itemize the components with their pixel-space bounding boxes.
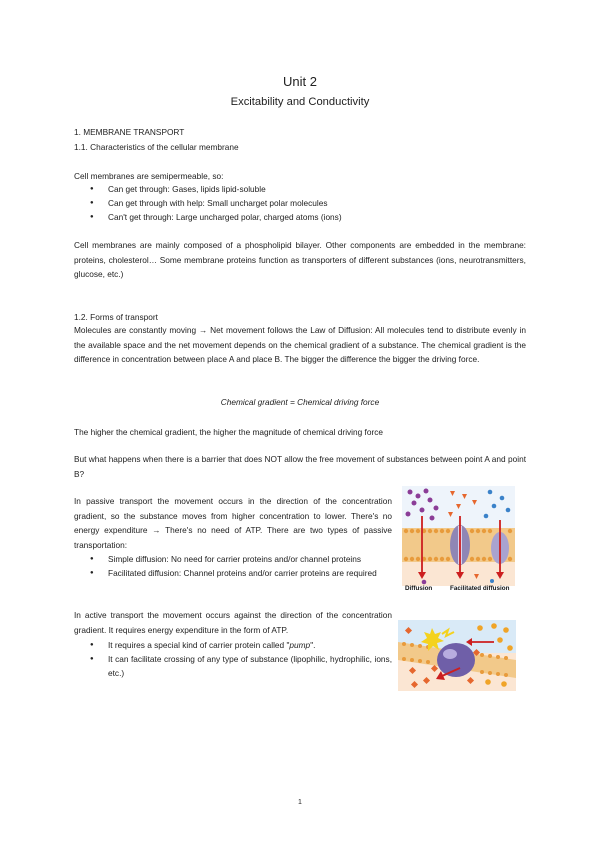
permeability-list (74, 182, 342, 224)
facilitated-diffusion-label: Facilitated diffusion (450, 585, 510, 592)
passive-list (74, 552, 392, 580)
bullet-text: ". (310, 640, 316, 650)
list-item (74, 638, 392, 652)
passive-paragraph: In passive transport the movement occurs in the direction of the concentration gradient, so the substance moves from higher concentration to lower. There's no energy expenditure → There's no need of ATP. There are two types of passive transportation: (74, 496, 392, 550)
membrane-paragraph: Cell membranes are mainly composed of a phospholipid bilayer. Other components are embedded in the membrane: proteins, cholesterol… Some membrane proteins function as transporters of different substances (ions, neurotransmitters, glucose, etc.) (74, 240, 526, 280)
section-heading: 1. MEMBRANE TRANSPORT (74, 127, 185, 137)
active-list (74, 638, 392, 680)
gradient-line: The higher the chemical gradient, the higher the magnitude of chemical driving force (74, 427, 384, 437)
diffusion-paragraph: Molecules are constantly moving → Net movement follows the Law of Diffusion: All molecules tend to distribute evenly in the available space and the net movement depends on the chemical gradient of a substance. The chemical gradient is the difference in concentration between place A and place B. The bigger the difference the bigger the driving force. (74, 325, 526, 365)
active-paragraph: In active transport the movement occurs against the direction of the concentration gradient. It requires energy expenditure in the form of ATP. (74, 610, 392, 635)
pump-term: pump (289, 640, 311, 650)
diffusion-label: Diffusion (405, 585, 433, 592)
bullet-text: It requires a special kind of carrier protein called " (108, 640, 290, 650)
barrier-question: But what happens when there is a barrier that does NOT allow the free movement of substances between point A and point B? (74, 454, 526, 479)
list-item: ● Facilitated diffusion: Channel proteins and/or carrier proteins are required (74, 566, 392, 580)
list-item: ● It can facilitate crossing of any type of substance (lipophilic, hydrophilic, ions, etc.) (74, 652, 392, 680)
subsection-heading: 1.1. Characteristics of the cellular membrane (74, 142, 239, 152)
unit-subtitle: Excitability and Conductivity (230, 96, 370, 108)
unit-title: Unit 2 (283, 74, 317, 89)
list-item: ● Simple diffusion: No need for carrier proteins and/or channel proteins (74, 552, 392, 566)
diffusion-figure (402, 486, 515, 611)
list-item: ● Can't get through: Large uncharged polar, charged atoms (ions) (74, 210, 342, 224)
list-item: ● Can get through: Gases, lipids lipid-soluble (74, 182, 342, 196)
intro-text: Cell membranes are semipermeable, so: (74, 171, 224, 181)
formula: Chemical gradient = Chemical driving force (220, 397, 380, 407)
active-transport-figure (398, 620, 516, 691)
subsection-heading: 1.2. Forms of transport (74, 312, 158, 322)
list-item: ● Can get through with help: Small uncharget polar molecules (74, 196, 342, 210)
page-number: 1 (298, 799, 302, 806)
